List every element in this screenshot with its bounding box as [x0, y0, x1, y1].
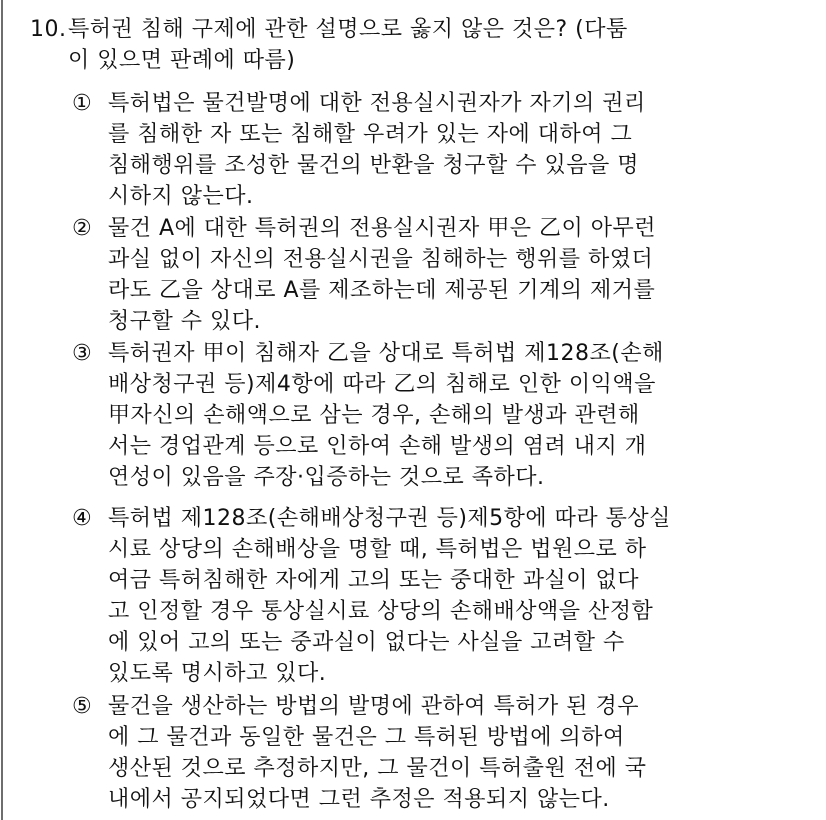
choice-line: 여금 특허침해한 자에게 고의 또는 중대한 과실이 없다 — [108, 568, 639, 593]
choice-3-marker: ③ — [72, 341, 93, 366]
choice-line: 특허법은 물건발명에 대한 전용실시권자가 자기의 권리 — [108, 91, 646, 116]
choice-line: 라도 乙을 상대로 A를 제조하는데 제공된 기계의 제거를 — [108, 278, 656, 303]
choice-line: 청구할 수 있다. — [108, 309, 261, 334]
question-number: 10. — [30, 17, 67, 42]
choice-line: 생산된 것으로 추정하지만, 그 물건이 특허출원 전에 국 — [108, 756, 647, 781]
choice-1[interactable] — [72, 88, 792, 212]
choice-2-text — [108, 213, 792, 337]
choice-4[interactable] — [72, 503, 792, 689]
choice-line: 내에서 공지되었다면 그런 추정은 적용되지 않는다. — [108, 787, 610, 812]
question-stem-line-1 — [30, 14, 780, 45]
choice-line: 배상청구권 등)제4항에 따라 乙의 침해로 인한 이익액을 — [108, 372, 656, 397]
choice-3[interactable] — [72, 338, 792, 493]
choice-line: 에 그 물건과 동일한 물건은 그 특허된 방법에 의하여 — [108, 725, 625, 750]
choice-2[interactable] — [72, 213, 792, 337]
choice-line: 과실 없이 자신의 전용실시권을 침해하는 행위를 하였더 — [108, 247, 654, 272]
choice-3-text — [108, 338, 792, 493]
choice-line: 甲자신의 손해액으로 삼는 경우, 손해의 발생과 관련해 — [108, 403, 640, 428]
choice-1-text — [108, 88, 792, 212]
choice-line: 서는 경업관계 등으로 인하여 손해 발생의 염려 내지 개 — [108, 434, 647, 459]
choice-5-text — [108, 691, 792, 815]
choice-4-text — [108, 503, 792, 689]
choice-line: 침해행위를 조성한 물건의 반환을 청구할 수 있음을 명 — [108, 153, 639, 178]
choice-5-marker: ⑤ — [72, 694, 93, 719]
choice-line: 있도록 명시하고 있다. — [108, 661, 327, 686]
choice-line: 시하지 않는다. — [108, 184, 254, 209]
choice-line: 연성이 있음을 주장·입증하는 것으로 족하다. — [108, 465, 545, 490]
choice-2-marker: ② — [72, 216, 93, 241]
choice-line: 물건 A에 대한 특허권의 전용실시권자 甲은 乙이 아무런 — [108, 216, 657, 241]
question-stem — [30, 14, 780, 76]
choice-line: 특허권자 甲이 침해자 乙을 상대로 특허법 제128조(손해 — [108, 341, 664, 366]
choice-line: 특허법 제128조(손해배상청구권 등)제5항에 따라 통상실 — [108, 506, 671, 531]
left-border-rule — [1, 0, 3, 820]
choice-line: 를 침해한 자 또는 침해할 우려가 있는 자에 대하여 그 — [108, 122, 633, 147]
choice-line: 에 있어 고의 또는 중과실이 없다는 사실을 고려할 수 — [108, 630, 625, 655]
question-stem-text-1: 특허권 침해 구제에 관한 설명으로 옳지 않은 것은? (다툼 — [68, 17, 628, 42]
choice-line: 물건을 생산하는 방법의 발명에 관하여 특허가 된 경우 — [108, 694, 639, 719]
choice-line: 고 인정할 경우 통상실시료 상당의 손해배상액을 산정함 — [108, 599, 654, 624]
question-stem-line-2: 이 있으면 판례에 따름) — [68, 48, 296, 73]
choice-1-marker: ① — [72, 91, 93, 116]
choice-line: 시료 상당의 손해배상을 명할 때, 특허법은 법원으로 하 — [108, 537, 647, 562]
choice-5[interactable] — [72, 691, 792, 815]
choice-4-marker: ④ — [72, 506, 93, 531]
